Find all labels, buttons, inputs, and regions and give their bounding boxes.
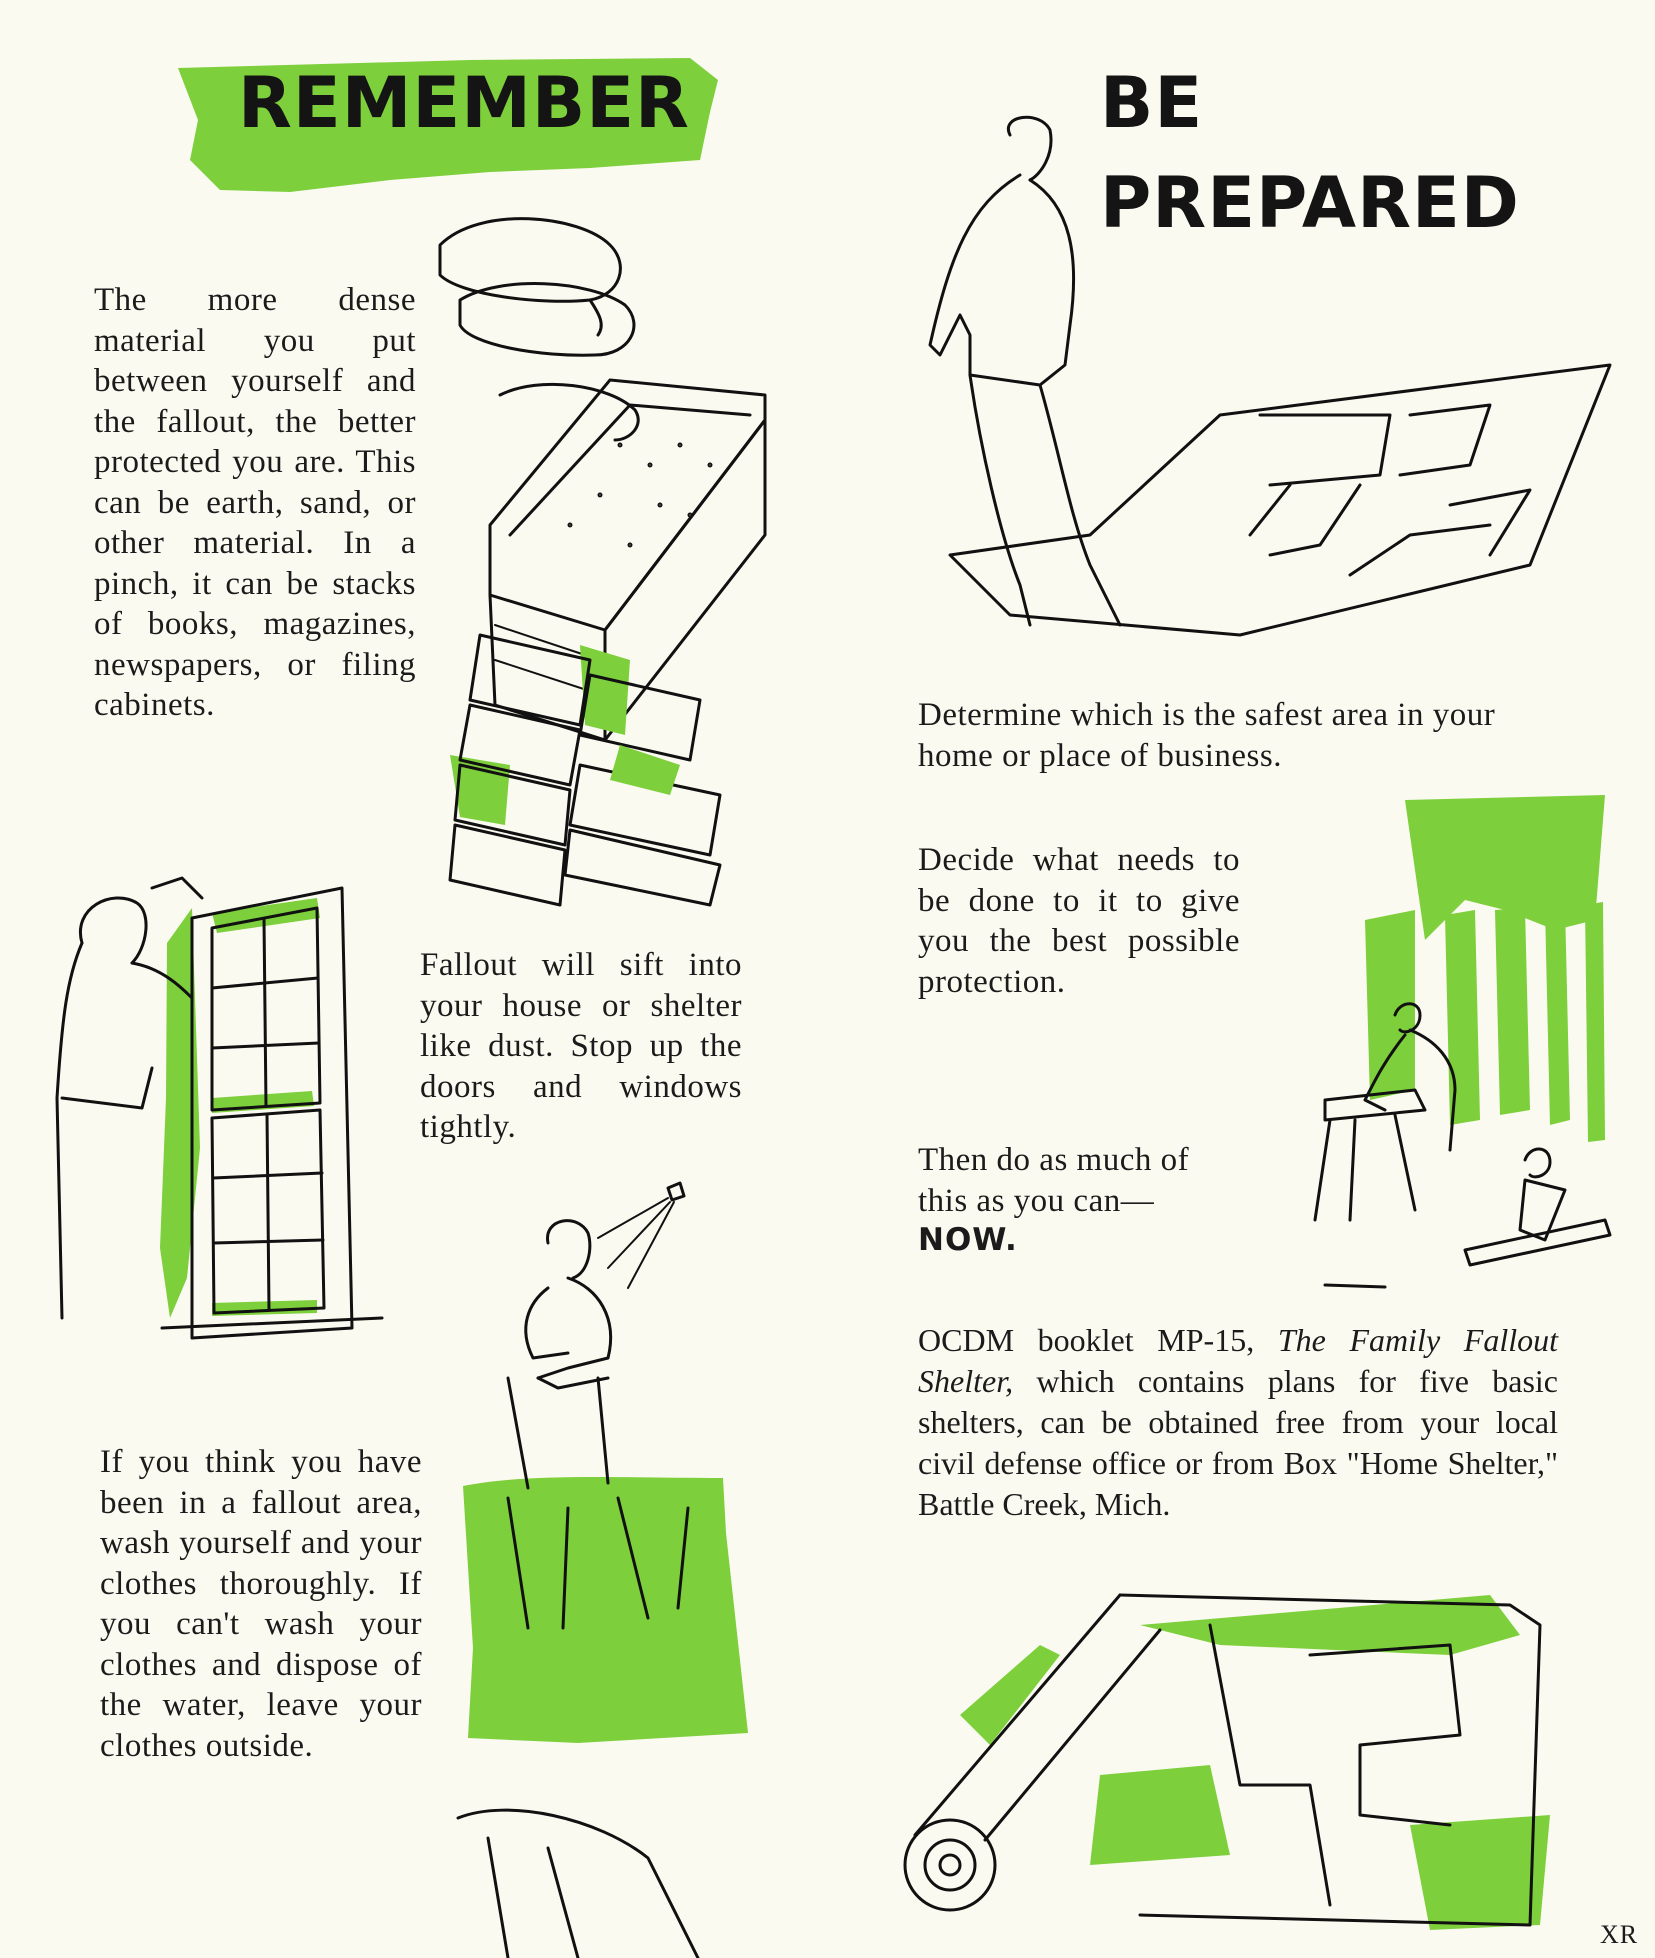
ocdm-booklet-paragraph	[918, 1320, 1558, 1525]
remember-heading: REMEMBER	[238, 62, 690, 144]
booklet-title: The Family Fallout Shelter,	[918, 1322, 1559, 1399]
ocdm-post-text: which contains plans for five basic shelters, can be obtained free from your local civil defense office or from Box "Home Shelter," Battle Creek, Mich.	[918, 1363, 1558, 1522]
prepared-heading: PREPARED	[1100, 162, 1520, 244]
decide-paragraph: Decide what needs to be done to it to give you the best possible protection.	[918, 842, 1240, 1000]
sandbag-box-books-illustration	[420, 205, 780, 915]
window-sealing-illustration	[52, 848, 392, 1368]
wash-paragraph: If you think you have been in a fallout area, wash yourself and your clothes thoroughly. If you can't wash your clothes and dispose of the water, leave your clothes outside.	[100, 1444, 422, 1764]
washing-man-illustration	[448, 1178, 768, 1958]
be-heading: BE	[1100, 62, 1204, 144]
now-emphasis: NOW.	[918, 1222, 1018, 1258]
ocdm-pre-text: OCDM booklet MP-15,	[918, 1322, 1278, 1358]
dense-material-paragraph: The more dense material you put between yourself and the fallout, the better protected you are. This can be earth, sand, or other material. In a pinch, it can be stacks of books, magazines, newspapers, or filing cabinets.	[94, 282, 416, 723]
rolled-plans-illustration	[890, 1585, 1580, 1935]
signature-mark: XR	[1600, 1920, 1639, 1949]
determine-paragraph: Determine which is the safest area in your home or place of business.	[918, 697, 1496, 774]
then-do-paragraph: Then do as much of this as you can—	[918, 1142, 1190, 1219]
fallout-dust-paragraph: Fallout will sift into your house or shelter like dust. Stop up the doors and windows tightly.	[420, 947, 742, 1145]
floor-plan-man-illustration	[890, 115, 1630, 675]
building-workers-illustration	[1285, 790, 1625, 1300]
